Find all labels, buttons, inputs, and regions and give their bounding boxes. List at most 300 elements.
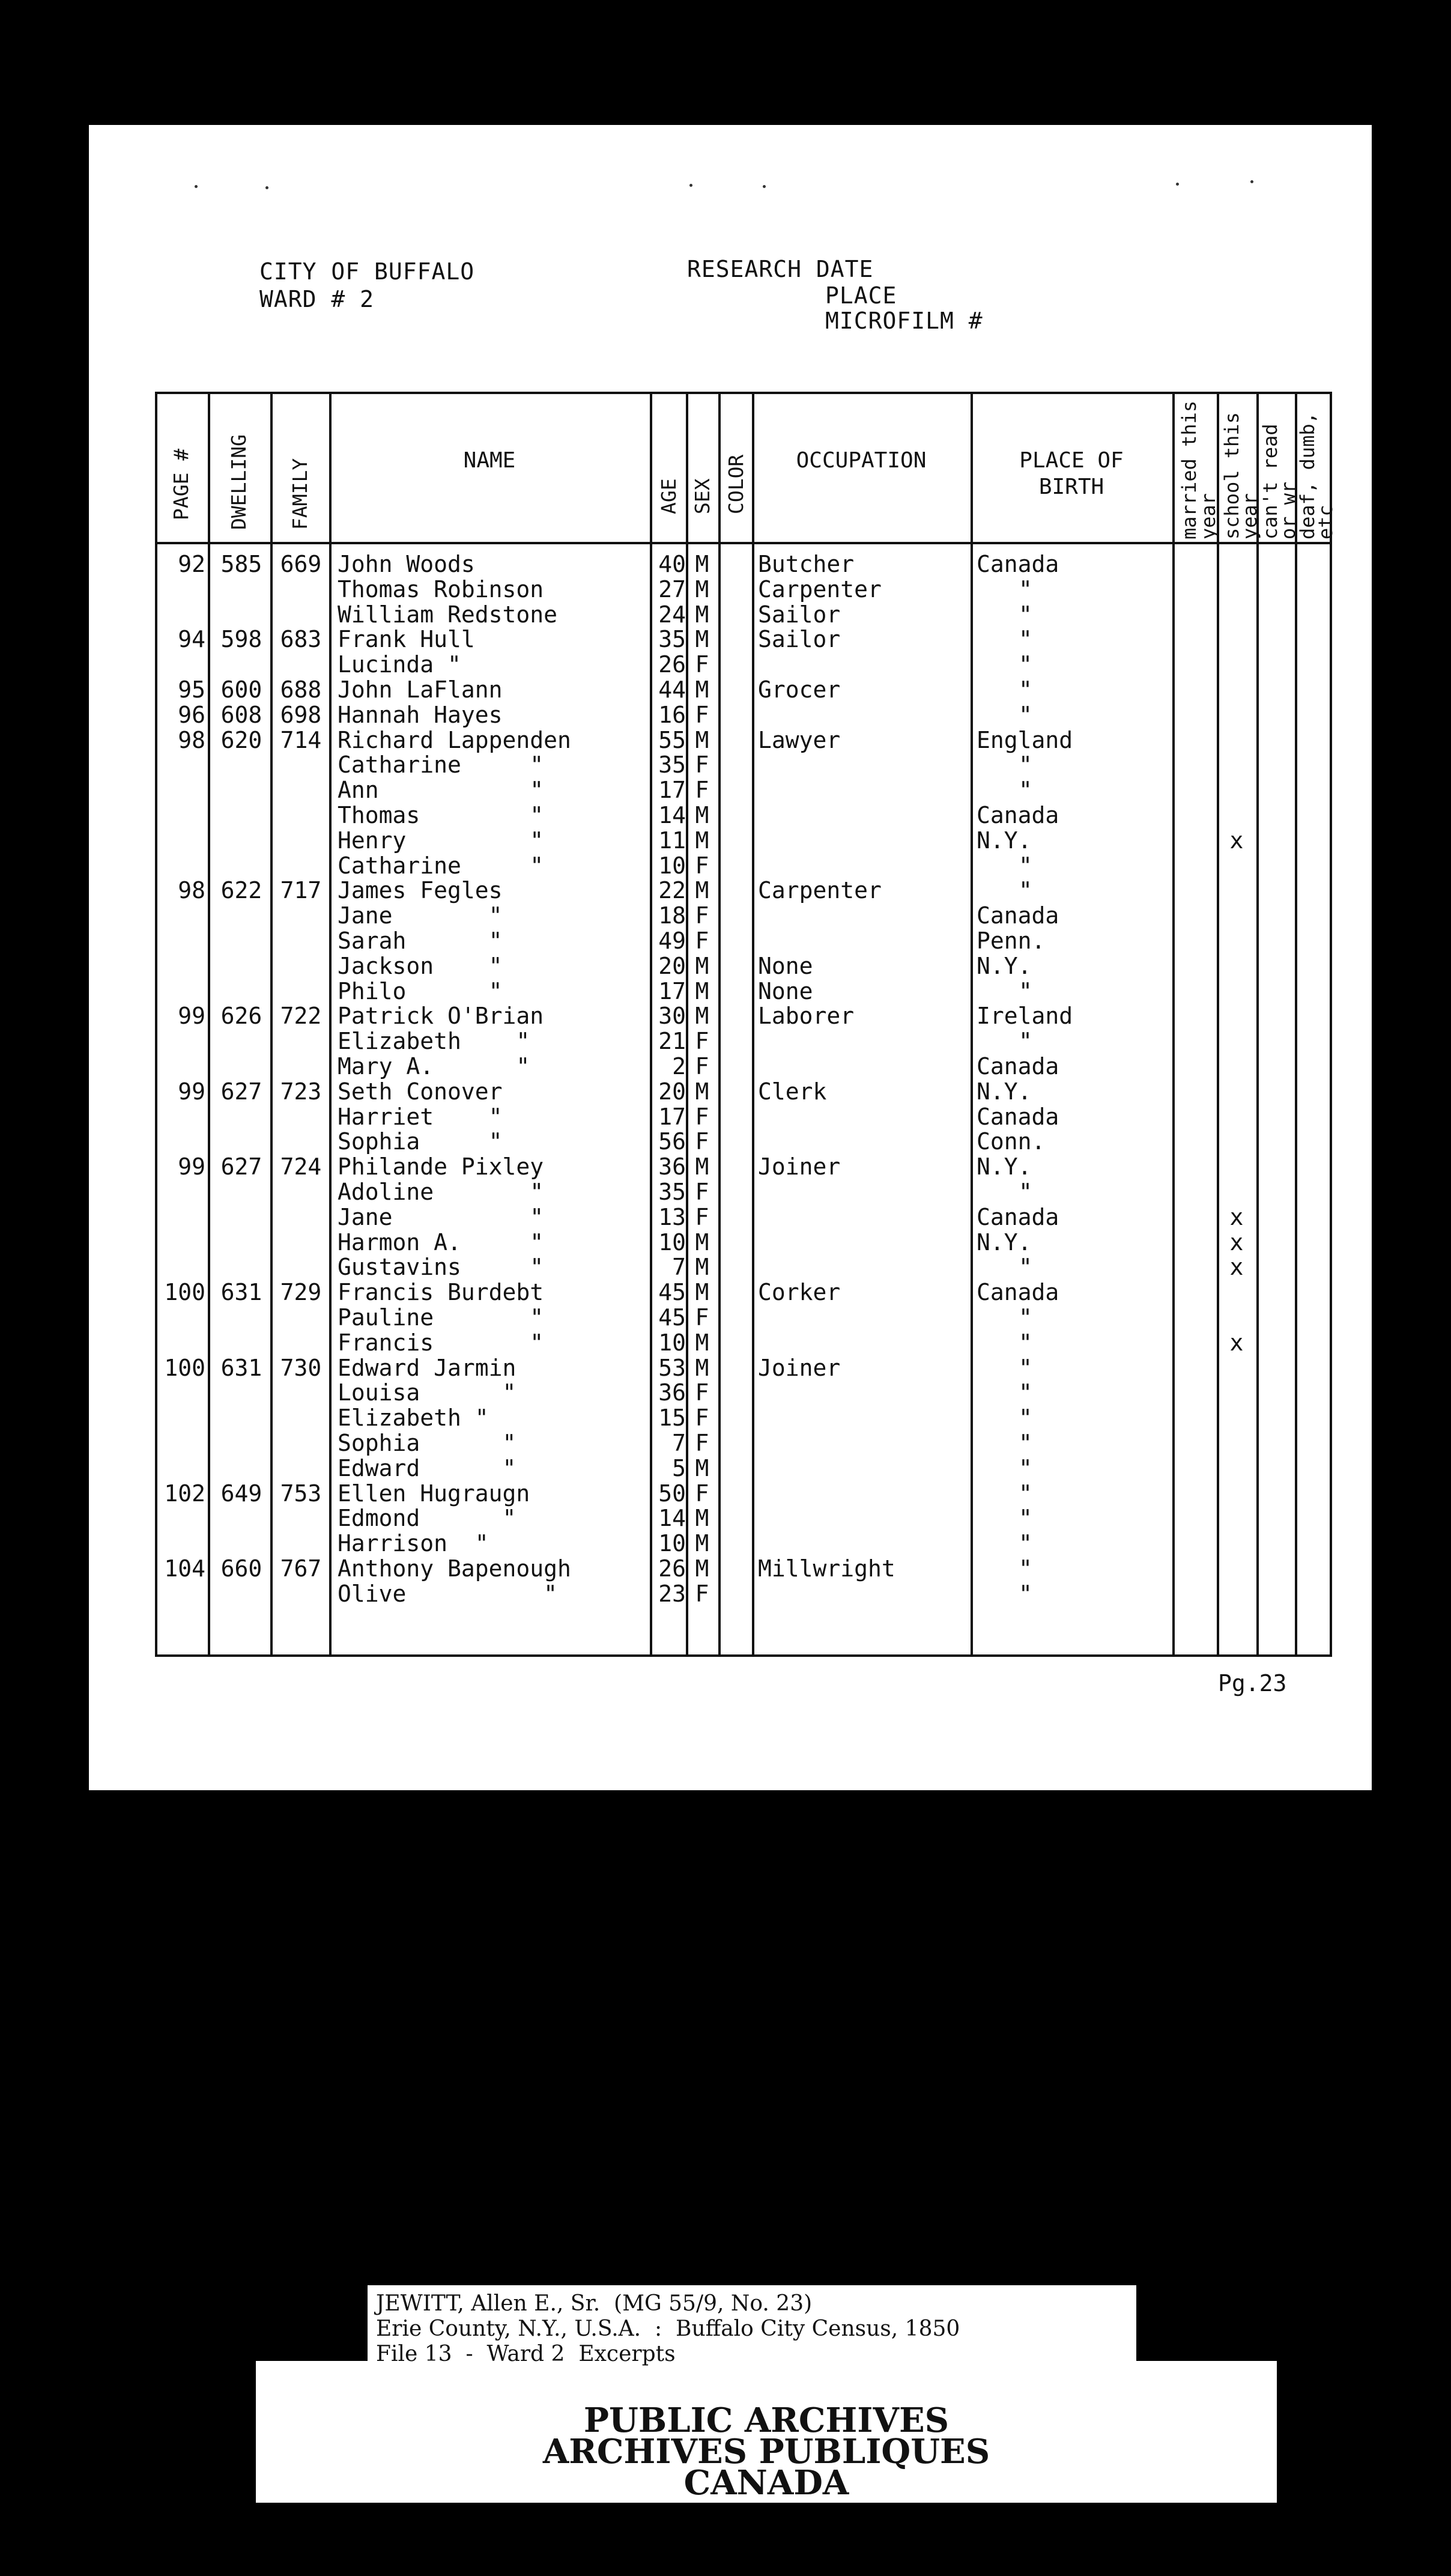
cell-name: Pauline " (338, 1304, 544, 1331)
cell-dwelling: 598 (220, 626, 262, 653)
cell-sex: F (695, 852, 709, 879)
cell-birth: " (1019, 1530, 1032, 1557)
cell-page: 100 (164, 1354, 205, 1381)
cell-age: 20 (658, 1078, 686, 1105)
cell-page: 99 (178, 1153, 205, 1180)
table-row (157, 1028, 1330, 1054)
cell-family: 729 (280, 1279, 322, 1306)
cell-occupation: None (758, 977, 813, 1004)
cell-family: 688 (280, 676, 322, 703)
cell-age: 14 (658, 802, 686, 828)
cell-family: 722 (280, 1003, 322, 1030)
cell-sex: M (695, 1229, 709, 1256)
cell-birth: England (977, 726, 1073, 753)
cell-page: 104 (164, 1555, 205, 1582)
col-name-header: NAME (463, 448, 516, 473)
cell-age: 16 (658, 701, 686, 728)
table-row (157, 1054, 1330, 1079)
cell-age: 17 (658, 1103, 686, 1130)
cell-age: 10 (658, 852, 686, 879)
cell-name: Edmond " (338, 1505, 516, 1532)
cell-name: Sarah " (338, 928, 503, 954)
cell-birth: " (1019, 1505, 1032, 1532)
cell-name: Philo " (338, 977, 503, 1004)
cell-age: 35 (658, 752, 686, 779)
cell-birth: Canada (977, 1103, 1059, 1130)
cell-name: Adoline " (338, 1179, 544, 1205)
cell-sex: M (695, 977, 709, 1004)
speck-mark (763, 185, 766, 188)
cell-family: 669 (280, 551, 322, 577)
cell-name: Gustavins " (338, 1254, 544, 1281)
cell-sex: M (695, 626, 709, 653)
table-row (157, 1179, 1330, 1204)
cell-birth: " (1019, 1480, 1032, 1507)
cell-sex: M (695, 802, 709, 828)
cell-age: 7 (672, 1254, 686, 1281)
cell-dwelling: 600 (220, 676, 262, 703)
cell-dwelling: 608 (220, 701, 262, 728)
col-color-header: COLOR (724, 454, 748, 514)
cell-name: Mary A. " (338, 1053, 530, 1080)
cell-age: 53 (658, 1354, 686, 1381)
speck-mark (195, 185, 198, 188)
table-row (157, 878, 1330, 903)
cell-sex: F (695, 1430, 709, 1456)
cell-birth: " (1019, 651, 1032, 678)
cell-birth: " (1019, 752, 1032, 779)
cell-birth: " (1019, 777, 1032, 804)
speck-mark (689, 184, 692, 187)
cell-page: 98 (178, 877, 205, 904)
header-divider (157, 542, 1330, 544)
cell-birth: Canada (977, 802, 1059, 828)
cell-family: 717 (280, 877, 322, 904)
cell-age: 14 (658, 1505, 686, 1532)
cell-page: 96 (178, 701, 205, 728)
table-row (157, 1230, 1330, 1255)
cell-birth: " (1019, 676, 1032, 703)
cell-sex: F (695, 1580, 709, 1607)
cell-name: Philande Pixley (338, 1153, 544, 1180)
cell-birth: " (1019, 1304, 1032, 1331)
table-row (157, 1003, 1330, 1028)
cell-age: 17 (658, 977, 686, 1004)
cell-sex: F (695, 902, 709, 929)
cell-birth: " (1019, 1254, 1032, 1281)
table-row (157, 728, 1330, 753)
cell-age: 56 (658, 1128, 686, 1155)
cell-page: 92 (178, 551, 205, 577)
cell-name: Jane " (338, 902, 503, 929)
cell-birth: " (1019, 877, 1032, 904)
cell-birth: N.Y. (977, 827, 1032, 854)
cell-birth: N.Y. (977, 1153, 1032, 1180)
cell-name: Hannah Hayes (338, 701, 503, 728)
cell-name: Sophia " (338, 1430, 516, 1456)
cell-age: 21 (658, 1028, 686, 1055)
table-row (157, 903, 1330, 928)
cell-occupation: Corker (758, 1279, 841, 1306)
cell-dwelling: 631 (220, 1354, 262, 1381)
table-row (157, 1154, 1330, 1179)
table-row (157, 602, 1330, 627)
table-row (157, 652, 1330, 677)
archives-line3: CANADA (683, 2463, 849, 2503)
table-row (157, 803, 1330, 828)
cell-name: Anthony Bapenough (338, 1555, 571, 1582)
cell-sex: M (695, 726, 709, 753)
cell-birth: N.Y. (977, 1229, 1032, 1256)
table-row (157, 953, 1330, 979)
table-row (157, 1280, 1330, 1305)
col-birth-header-line1: PLACE OF (1019, 448, 1124, 473)
cell-age: 27 (658, 576, 686, 603)
cell-name: Francis " (338, 1329, 544, 1356)
cell-name: Edward " (338, 1454, 516, 1481)
cell-age: 23 (658, 1580, 686, 1607)
cell-age: 35 (658, 626, 686, 653)
table-row (157, 1254, 1330, 1280)
cell-sex: F (695, 651, 709, 678)
cell-sex: M (695, 551, 709, 577)
census-page (89, 125, 1372, 1790)
cell-page: 99 (178, 1003, 205, 1030)
table-row (157, 928, 1330, 953)
cell-birth: N.Y. (977, 952, 1032, 979)
microfilm-label: MICROFILM # (825, 308, 983, 334)
cell-name: Harmon A. " (338, 1229, 544, 1256)
cell-dwelling: 627 (220, 1078, 262, 1105)
cell-page: 99 (178, 1078, 205, 1105)
cell-school: x (1229, 1329, 1244, 1356)
cell-family: 714 (280, 726, 322, 753)
cell-name: Harrison " (338, 1530, 489, 1557)
table-row (157, 1456, 1330, 1481)
cell-name: Henry " (338, 827, 544, 854)
cell-name: John Woods (338, 551, 475, 577)
cell-sex: M (695, 1254, 709, 1281)
cell-name: Elizabeth " (338, 1028, 530, 1055)
col-dwelling-header: DWELLING (227, 434, 250, 530)
file-label-line2: Erie County, N.Y., U.S.A. : Buffalo City Census, 1850 (376, 2316, 960, 2341)
cell-age: 2 (672, 1053, 686, 1080)
cell-name: Sophia " (338, 1128, 503, 1155)
cell-age: 50 (658, 1480, 686, 1507)
cell-age: 49 (658, 928, 686, 954)
cell-age: 26 (658, 651, 686, 678)
cell-sex: M (695, 601, 709, 628)
cell-age: 35 (658, 1179, 686, 1205)
cell-dwelling: 631 (220, 1279, 262, 1306)
table-row (157, 1505, 1330, 1531)
table-row (157, 1481, 1330, 1506)
cell-occupation: Clerk (758, 1078, 827, 1105)
cell-age: 24 (658, 601, 686, 628)
cell-school: x (1229, 827, 1244, 854)
cell-birth: " (1019, 1028, 1032, 1055)
table-row (157, 853, 1330, 878)
cell-occupation: Laborer (758, 1003, 855, 1030)
cell-family: 753 (280, 1480, 322, 1507)
cell-birth: " (1019, 576, 1032, 603)
cell-age: 36 (658, 1379, 686, 1406)
cell-sex: M (695, 1003, 709, 1030)
cell-page: 100 (164, 1279, 205, 1306)
cell-birth: " (1019, 626, 1032, 653)
cell-sex: M (695, 1354, 709, 1381)
cell-occupation: Joiner (758, 1354, 841, 1381)
col-school-header: school this year (1220, 412, 1261, 539)
cell-birth: " (1019, 1430, 1032, 1456)
cell-sex: F (695, 1304, 709, 1331)
cell-sex: M (695, 1153, 709, 1180)
table-row (157, 1355, 1330, 1381)
cell-sex: M (695, 827, 709, 854)
cell-sex: F (695, 1379, 709, 1406)
cell-name: Seth Conover (338, 1078, 503, 1105)
cell-occupation: None (758, 952, 813, 979)
cell-page: 95 (178, 676, 205, 703)
ward-label: WARD # 2 (259, 286, 375, 312)
cell-name: Ellen Hugraugn (338, 1480, 530, 1507)
cell-sex: M (695, 1454, 709, 1481)
cell-dwelling: 627 (220, 1153, 262, 1180)
cell-name: Frank Hull (338, 626, 475, 653)
cell-birth: " (1019, 601, 1032, 628)
cell-page: 102 (164, 1480, 205, 1507)
cell-sex: F (695, 1405, 709, 1432)
cell-name: Richard Lappenden (338, 726, 571, 753)
cell-page: 98 (178, 726, 205, 753)
cell-name: Lucinda " (338, 651, 461, 678)
cell-name: Ann " (338, 777, 544, 804)
cell-occupation: Joiner (758, 1153, 841, 1180)
cell-name: Edward Jarmin (338, 1354, 516, 1381)
col-married-header: married this year (1178, 400, 1220, 539)
cell-birth: " (1019, 1379, 1032, 1406)
cell-dwelling: 585 (220, 551, 262, 577)
cell-birth: " (1019, 1354, 1032, 1381)
table-row (157, 551, 1330, 577)
speck-mark (1176, 183, 1179, 186)
cell-sex: M (695, 877, 709, 904)
cell-age: 17 (658, 777, 686, 804)
cell-family: 698 (280, 701, 322, 728)
census-table (155, 392, 1337, 1657)
cell-occupation: Carpenter (758, 576, 882, 603)
cell-birth: Canada (977, 902, 1059, 929)
cell-name: William Redstone (338, 601, 558, 628)
cell-name: Harriet " (338, 1103, 503, 1130)
cell-sex: M (695, 1078, 709, 1105)
cell-age: 15 (658, 1405, 686, 1432)
col-deaf-header: deaf, dumb, etc (1296, 412, 1337, 539)
cell-birth: Ireland (977, 1003, 1073, 1030)
research-date-label: RESEARCH DATE (687, 256, 874, 282)
cell-name: Thomas " (338, 802, 544, 828)
table-row (157, 1581, 1330, 1606)
cell-sex: F (695, 928, 709, 954)
cell-age: 40 (658, 551, 686, 577)
cell-birth: " (1019, 1405, 1032, 1432)
cell-family: 724 (280, 1153, 322, 1180)
cell-sex: F (695, 1103, 709, 1130)
cell-age: 55 (658, 726, 686, 753)
cell-name: Francis Burdebt (338, 1279, 544, 1306)
table-row (157, 828, 1330, 853)
cell-birth: Conn. (977, 1128, 1046, 1155)
cell-sex: F (695, 1179, 709, 1205)
cell-sex: M (695, 676, 709, 703)
cell-birth: Canada (977, 1053, 1059, 1080)
cell-birth: Canada (977, 551, 1059, 577)
col-age-header: AGE (657, 478, 680, 514)
label-backing (1136, 2361, 1277, 2385)
cell-sex: F (695, 1480, 709, 1507)
cell-sex: M (695, 952, 709, 979)
table-row (157, 1430, 1330, 1456)
cell-age: 7 (672, 1430, 686, 1456)
cell-occupation: Lawyer (758, 726, 841, 753)
cell-birth: " (1019, 977, 1032, 1004)
cell-sex: M (695, 1329, 709, 1356)
archives-line1: PUBLIC ARCHIVES (583, 2401, 950, 2440)
table-row (157, 979, 1330, 1004)
cell-name: John LaFlann (338, 676, 503, 703)
cell-age: 30 (658, 1003, 686, 1030)
table-row (157, 777, 1330, 803)
table-row (157, 577, 1330, 602)
cell-occupation: Carpenter (758, 877, 882, 904)
cell-occupation: Sailor (758, 601, 841, 628)
cell-name: Catharine " (338, 752, 544, 779)
cell-page: 94 (178, 626, 205, 653)
cell-birth: " (1019, 1454, 1032, 1481)
cell-family: 767 (280, 1555, 322, 1582)
table-row (157, 1330, 1330, 1355)
cell-age: 18 (658, 902, 686, 929)
table-row (157, 627, 1330, 652)
table-row (157, 702, 1330, 728)
cell-birth: Canada (977, 1279, 1059, 1306)
cell-name: Thomas Robinson (338, 576, 544, 603)
table-row (157, 1305, 1330, 1330)
cell-family: 723 (280, 1078, 322, 1105)
cell-dwelling: 649 (220, 1480, 262, 1507)
cell-dwelling: 626 (220, 1003, 262, 1030)
col-sex-header: SEX (691, 478, 714, 514)
table-row (157, 1556, 1330, 1581)
cell-school: x (1229, 1229, 1244, 1256)
cell-birth: " (1019, 701, 1032, 728)
cell-school: x (1229, 1203, 1244, 1230)
cell-name: Louisa " (338, 1379, 516, 1406)
cell-age: 20 (658, 952, 686, 979)
archives-stamp (256, 2383, 1277, 2503)
archives-line2: ARCHIVES PUBLIQUES (542, 2432, 990, 2471)
table-row (157, 1104, 1330, 1129)
table-row (157, 1531, 1330, 1556)
cell-name: Olive " (338, 1580, 558, 1607)
cell-age: 10 (658, 1229, 686, 1256)
cell-birth: Canada (977, 1203, 1059, 1230)
table-row (157, 1079, 1330, 1104)
cell-sex: F (695, 752, 709, 779)
cell-name: Jackson " (338, 952, 503, 979)
col-family-header: FAMILY (288, 458, 312, 530)
cell-family: 683 (280, 626, 322, 653)
cell-sex: F (695, 1128, 709, 1155)
cell-name: Elizabeth " (338, 1405, 489, 1432)
table-row (157, 677, 1330, 702)
cell-age: 10 (658, 1530, 686, 1557)
file-label-line1: JEWITT, Allen E., Sr. (MG 55/9, No. 23) (376, 2291, 813, 2316)
speck-mark (1250, 180, 1253, 183)
cell-birth: " (1019, 852, 1032, 879)
place-label: PLACE (825, 282, 897, 309)
cell-name: Catharine " (338, 852, 544, 879)
cell-sex: M (695, 576, 709, 603)
cell-dwelling: 620 (220, 726, 262, 753)
cell-sex: F (695, 777, 709, 804)
cell-birth: " (1019, 1580, 1032, 1607)
cell-sex: M (695, 1505, 709, 1532)
cell-birth: " (1019, 1329, 1032, 1356)
cell-age: 26 (658, 1555, 686, 1582)
cell-name: Jane " (338, 1203, 544, 1230)
cell-age: 5 (672, 1454, 686, 1481)
cell-name: Patrick O'Brian (338, 1003, 544, 1030)
cell-dwelling: 660 (220, 1555, 262, 1582)
cell-birth: " (1019, 1555, 1032, 1582)
cell-birth: Penn. (977, 928, 1046, 954)
cell-family: 730 (280, 1354, 322, 1381)
file-label-line3: File 13 - Ward 2 Excerpts (376, 2342, 676, 2366)
table-row (157, 752, 1330, 777)
cell-dwelling: 622 (220, 877, 262, 904)
cell-school: x (1229, 1254, 1244, 1281)
cell-age: 44 (658, 676, 686, 703)
cell-age: 45 (658, 1304, 686, 1331)
file-label (368, 2285, 1136, 2384)
table-row (157, 1380, 1330, 1405)
cell-sex: M (695, 1530, 709, 1557)
cell-sex: F (695, 1028, 709, 1055)
table-row (157, 1129, 1330, 1154)
cell-birth: N.Y. (977, 1078, 1032, 1105)
cell-age: 45 (658, 1279, 686, 1306)
cell-occupation: Millwright (758, 1555, 895, 1582)
cell-sex: M (695, 1279, 709, 1306)
cell-age: 10 (658, 1329, 686, 1356)
table-row (157, 1204, 1330, 1230)
col-page-header: PAGE # (169, 448, 193, 520)
speck-mark (265, 186, 268, 189)
cell-age: 36 (658, 1153, 686, 1180)
cell-birth: " (1019, 1179, 1032, 1205)
col-occupation-header: OCCUPATION (796, 448, 927, 473)
cell-occupation: Grocer (758, 676, 841, 703)
cell-sex: M (695, 1555, 709, 1582)
table-row (157, 1405, 1330, 1430)
city-label: CITY OF BUFFALO (259, 258, 475, 285)
col-cant-read-header: can't read or wr (1259, 424, 1300, 539)
cell-sex: F (695, 1053, 709, 1080)
cell-occupation: Butcher (758, 551, 855, 577)
cell-name: James Fegles (338, 877, 503, 904)
cell-occupation: Sailor (758, 626, 841, 653)
